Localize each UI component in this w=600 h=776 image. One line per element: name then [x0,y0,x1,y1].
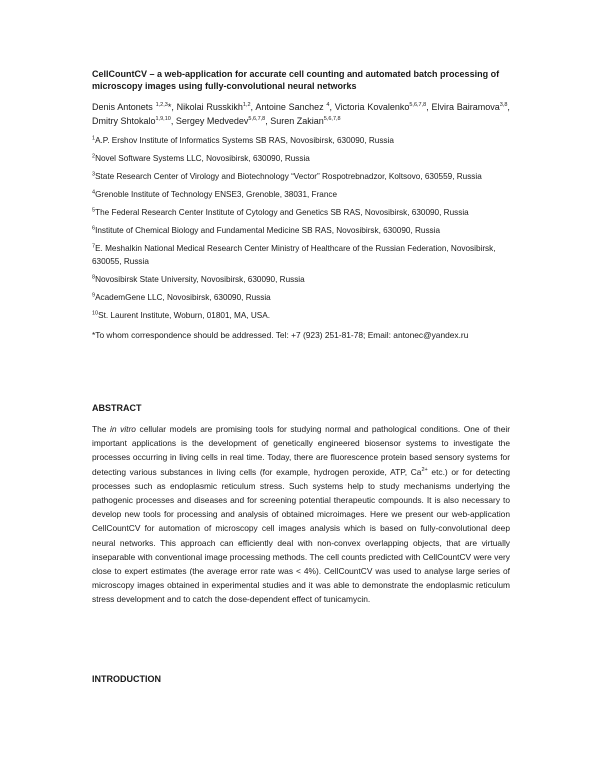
abstract-text: etc.) or for detecting processes such as endoplasmic reticulum stress. Such systems help to study mechanisms underlying the pathogenic processes and diseases and for screening potential therapeutic compounds. It is also necessary to develop new tools for processing and analysis of obtained microimages. Here we present our web-application CellCountCV for automation of microscopy cell images analysis which is based on fully-convolutional deep neural networks. This approach can efficiently deal with non-convex overlapping objects, that are virtually inseparable with conventional image processing methods. The cell counts predicted with CellCountCV were very close to expert estimates (the average error rate was < 4%). CellCountCV was used to analyse large series of microscopy images obtained in experimental studies and it was able to demonstrate the endoplasmic reticulum stress development and to catch the dose-dependent effect of tunicamycin. [92,466,510,605]
author-sup: 1,2,3 [155,102,168,108]
affiliation-text: Novosibirsk State University, Novosibirsk, 630090, Russia [95,275,305,284]
affiliation-text: Institute of Chemical Biology and Fundamental Medicine SB RAS, Novosibirsk, 630090, Russia [95,226,441,235]
affiliation-text: The Federal Research Center Institute of Cytology and Genetics SB RAS, Novosibirsk, 630090, Russia [95,208,469,217]
affiliation [92,309,510,322]
abstract-text: The [92,424,111,434]
paper-title: CellCountCV – a web-application for accurate cell counting and automated batch processing of microscopy images using fully-convolutional neural networks [92,69,500,91]
author-sup: 4 [326,102,330,108]
affiliation-num: 5 [92,207,96,214]
abstract-italic: in vitro [110,424,136,434]
affiliation-num: 9 [92,292,96,299]
author: Victoria Kovalenko [334,102,410,112]
abstract-sup: 2+ [421,466,428,473]
affiliation [92,170,510,183]
author: Denis Antonets [92,102,153,112]
affiliation-num: 1 [92,135,96,142]
affiliation [92,273,510,286]
abstract-text: cellular models are promising tools for studying normal and pathological conditions. One of their important applications is the development of genetically engineered biosensor systems to investigate the processes occurring in living cells in real time. Today, there are fluorescence protein based sensory systems for detecting various substances in living cells (for example, hydrogen peroxide, ATP, Ca [92,424,511,477]
author-list: Denis Antonets $^{1,2,3}$*, Nikolai Russkikh$^{1,2}$, Antoine Sanchez $^4$, Victoria Kovalenko$^{5,6,7,8}$, Elvira Bairamova$^{3,8}$, Dmitry Shtokalo$^{1,9,10}$, Sergey Medvedev$^{5,6,7,8}$, Suren Zakian$^{5,6,7,8}$ [92,102,510,126]
affiliation-text: Grenoble Institute of Technology ENSE3, Grenoble, 38031, France [95,190,338,199]
author: Antoine Sanchez [255,102,324,112]
author: Sergey Medvedev [175,116,249,126]
affiliation-num: 3 [92,171,96,178]
affiliation-text: AcademGene LLC, Novosibirsk, 630090, Russia [95,293,271,302]
affiliation [92,224,510,237]
affiliation-num: 2 [92,153,96,160]
author-sup: 1,2 [242,102,251,108]
affiliation [92,188,510,201]
author: Suren Zakian [270,116,324,126]
author: Nikolai Russkikh [176,102,243,112]
paper-page [92,68,511,684]
affiliation-num: 8 [92,274,96,281]
correspondence-note: *To whom correspondence should be addressed. Tel: +7 (923) 251-81-78; Email: antonec@yandex.ru [92,330,469,340]
affiliation [92,291,510,304]
affiliation-num: 6 [92,225,96,232]
affiliation [92,206,510,219]
author: Elvira Bairamova [431,102,500,112]
affiliation [92,152,510,165]
author: Dmitry Shtokalo [92,116,156,126]
affiliation-text: A.P. Ershov Institute of Informatics Systems SB RAS, Novosibirsk, 630090, Russia [95,136,394,145]
affiliation-list [92,134,510,322]
author-sup: 3,8 [499,102,508,108]
affiliation-num: 10 [92,310,99,317]
affiliation-text: Novel Software Systems LLC, Novosibirsk, 630090, Russia [95,154,310,163]
affiliation-text: State Research Center of Virology and Biotechnology “Vector” Rospotrebnadzor, Koltsovo, 630559, Russia [95,172,482,181]
abstract-heading: ABSTRACT [92,403,142,413]
affiliation-text: St. Laurent Institute, Woburn, 01801, MA, USA. [98,311,271,320]
author-sup: 5,6,7,8 [409,102,427,108]
author-sup: 5,6,7,8 [323,116,341,122]
affiliation-num: 7 [92,243,96,250]
author-star: * [167,102,172,112]
affiliation-num: 4 [92,189,96,196]
affiliation-text: E. Meshalkin National Medical Research Center Ministry of Healthcare of the Russian Federation, Novosibirsk, 630055, Russia [92,244,496,266]
introduction-heading: INTRODUCTION [92,674,161,684]
affiliation [92,134,510,147]
author-sup: 5,6,7,8 [248,116,266,122]
author-sup: 1,9,10 [155,116,171,122]
affiliation [92,242,510,268]
abstract-body [92,422,510,607]
